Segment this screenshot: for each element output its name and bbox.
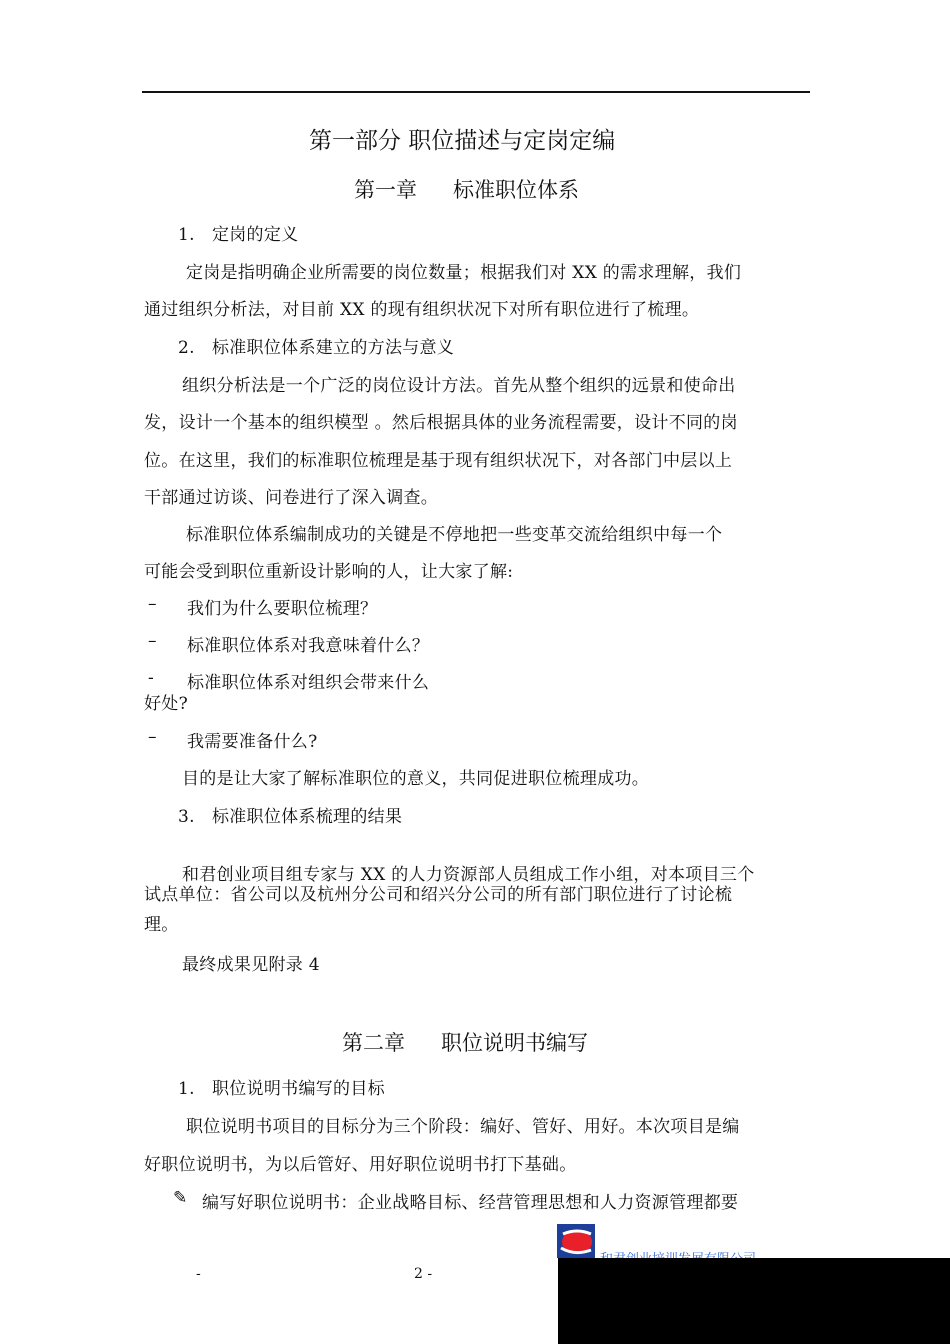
paragraph-line: 通过组织分析法，对目前 XX 的现有组织状况下对所有职位进行了梳理。 [144,300,700,320]
paragraph-line: 好职位说明书，为以后管好、用好职位说明书打下基础。 [144,1155,577,1175]
chapter-1-heading [354,174,579,204]
section-number: 2. [178,338,195,358]
paragraph-line: 干部通过访谈、问卷进行了深入调查。 [144,488,439,508]
chapter-1-title: 标准职位体系 [453,178,579,202]
section-title: 定岗的定义 [211,225,299,245]
chapter-2-label: 第二章 [342,1031,405,1055]
company-logo-icon [557,1224,595,1258]
section-3-heading [178,802,402,827]
section-number: 1. [178,1079,195,1099]
section-title: 标准职位体系梳理的结果 [211,807,403,827]
part-title: 第一部分 职位描述与定岗定编 [309,128,616,154]
paragraph-line: 发，设计一个基本的组织模型 。然后根据具体的业务流程需要，设计不同的岗 [144,413,738,433]
paragraph-line: 试点单位：省公司以及杭州分公司和绍兴分公司的所有部门职位进行了讨论梳 [144,885,733,905]
bullet-text: 标准职位体系对我意味着什么？ [187,636,430,656]
bullet-text: 编写好职位说明书：企业战略目标、经营管理思想和人力资源管理都要 [202,1193,739,1213]
footer-dash: - [196,1266,201,1282]
bullet-text: 标准职位体系对组织会带来什么 [187,673,430,693]
paragraph-line: 理。 [144,915,179,935]
paragraph-line: 标准职位体系编制成功的关键是不停地把一些变革交流给组织中每一个 [186,525,723,545]
chapter-1-label: 第一章 [354,178,417,202]
bullet-dash: – [148,727,157,747]
bullet-text: 我们为什么要职位梳理？ [187,599,378,619]
paragraph-line: 位。在这里，我们的标准职位梳理是基于现有组织状况下，对各部门中层以上 [144,451,733,471]
bullet-dash: – [148,594,157,614]
paragraph-line: 和君创业项目组专家与 XX 的人力资源部人员组成工作小组，对本项目三个 [182,865,755,885]
page-number: 2 - [414,1266,433,1282]
chapter-2-heading [342,1027,588,1057]
redaction-block [558,1258,950,1344]
section-4-heading [178,1074,385,1099]
section-2-heading [178,333,454,358]
bullet-dash: - [148,668,155,688]
paragraph-line: 定岗是指明确企业所需要的岗位数量；根据我们对 XX 的需求理解，我们 [186,263,742,283]
header-rule [142,91,810,93]
paragraph-line: 最终成果见附录 4 [182,955,320,975]
section-1-heading [178,220,298,245]
paragraph-line: 职位说明书项目的目标分为三个阶段：编好、管好、用好。本次项目是编 [186,1117,740,1137]
bullet-text: 我需要准备什么? [187,732,318,752]
section-title: 标准职位体系建立的方法与意义 [211,338,455,358]
section-title: 职位说明书编写的目标 [211,1079,385,1099]
section-number: 3. [178,807,195,827]
bullet-dash: – [148,631,157,651]
chapter-2-title: 职位说明书编写 [441,1031,588,1055]
section-number: 1. [178,225,195,245]
pencil-bullet-icon: ✎ [173,1188,188,1208]
bullet-continuation: 好处? [144,694,189,714]
paragraph-line: 目的是让大家了解标准职位的意义，共同促进职位梳理成功。 [182,769,650,789]
paragraph-line: 组织分析法是一个广泛的岗位设计方法。首先从整个组织的远景和使命出 [182,376,736,396]
paragraph-line: 可能会受到职位重新设计影响的人，让大家了解: [144,562,514,582]
